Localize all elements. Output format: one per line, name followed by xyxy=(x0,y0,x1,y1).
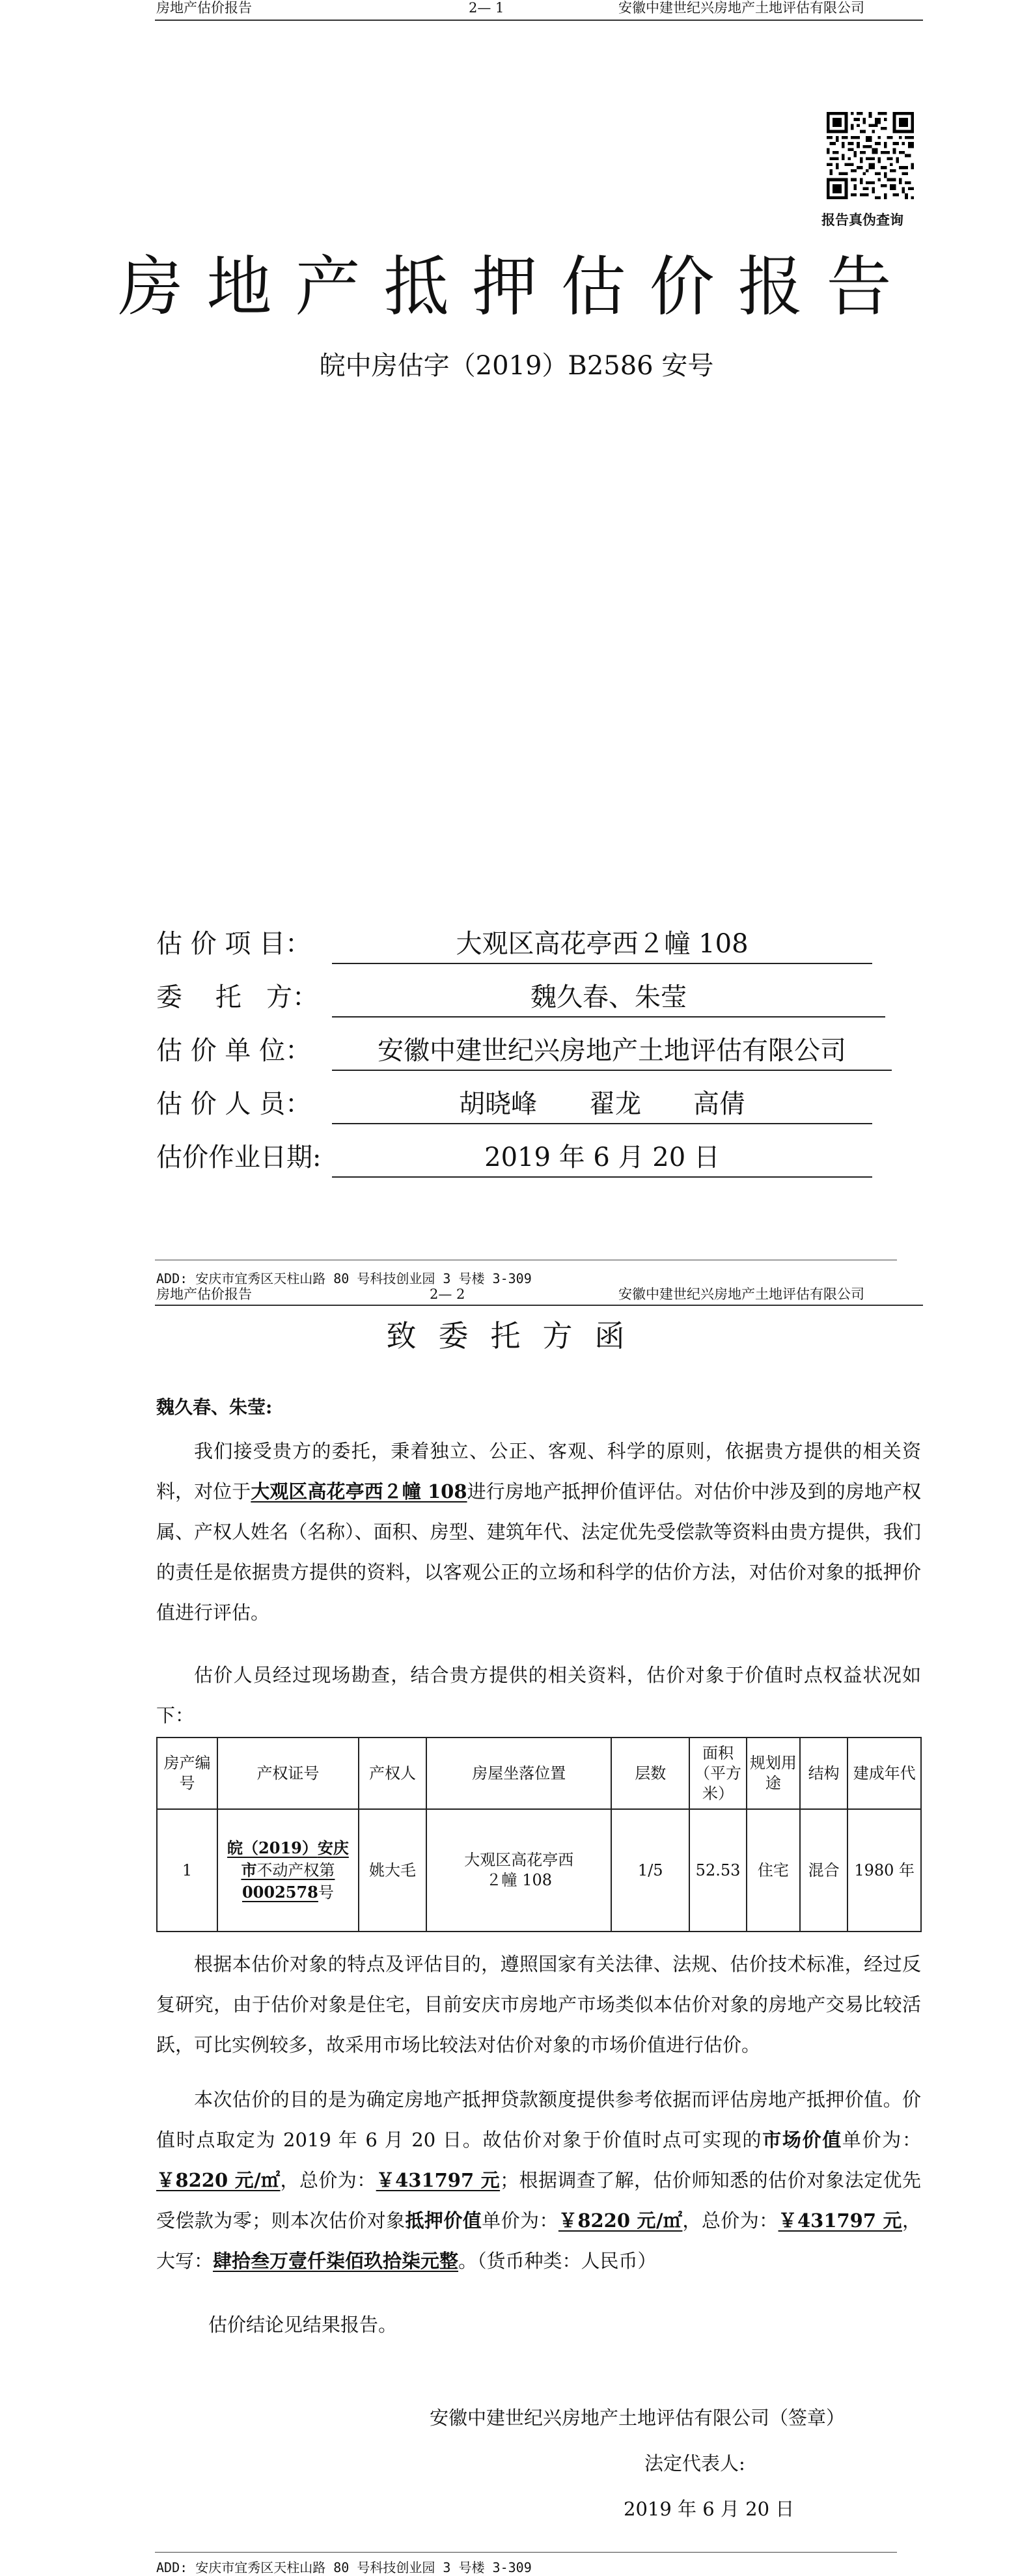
mortgage-total-price: ￥431797 元 xyxy=(778,2209,902,2232)
page1-header-left: 房地产估价报告 xyxy=(156,0,252,16)
paragraph-text: ，总价为： xyxy=(280,2169,376,2191)
info-value-project: 大观区高花亭西２幢 108 xyxy=(332,923,872,964)
page2-header-rule xyxy=(155,1305,923,1306)
certificate-part: 安庆市 xyxy=(241,1838,349,1879)
signing-date: 2019 年 6 月 20 日 xyxy=(624,2498,795,2520)
paragraph-text: ；根据调查了解，估价师知悉的估价对象法定优先受偿款为零；则本次估价对象 xyxy=(156,2169,921,2232)
paragraph-survey: 估价人员经过现场勘查，结合贵方提供的相关资料，估价对象于价值时点权益状况如下： xyxy=(156,1664,921,1726)
report-title: 房地产抵押估价报告 xyxy=(118,249,915,325)
page2-header-page-number: 2— 2 xyxy=(430,1286,465,1302)
table-header: 面积（平方米） xyxy=(689,1738,747,1809)
paragraph-text: 单价为： xyxy=(482,2209,558,2232)
info-value-date: 2019 年 6 月 20 日 xyxy=(332,1137,872,1178)
info-value-appraiser-company: 安徽中建世纪兴房地产土地评估有限公司 xyxy=(332,1030,892,1071)
table-header: 结构 xyxy=(800,1738,848,1809)
market-unit-price: ￥8220 元/㎡ xyxy=(156,2169,281,2191)
table-header: 房产编号 xyxy=(157,1738,217,1809)
info-label-appraiser-company: 估 价 单 位： xyxy=(156,1036,312,1066)
certificate-part: 号 xyxy=(318,1883,334,1902)
table-header: 产权证号 xyxy=(217,1738,359,1809)
table-header: 建成年代 xyxy=(847,1738,921,1809)
paragraph-text: 。（货币种类：人民币） xyxy=(458,2250,657,2272)
table-header: 房屋坐落位置 xyxy=(426,1738,611,1809)
table-cell-owner: 姚大毛 xyxy=(359,1809,426,1932)
table-cell-certificate xyxy=(217,1809,359,1932)
page1-footer-address: ADD: 安庆市宜秀区天柱山路 80 号科技创业园 3 号楼 3-309 xyxy=(156,1271,532,1286)
certificate-part: 皖（2019） xyxy=(227,1838,318,1857)
paragraph-see-report: 估价结论见结果报告。 xyxy=(208,2314,398,2336)
info-label-date: 估价作业日期: xyxy=(156,1143,322,1172)
page1-header-rule xyxy=(155,20,923,21)
table-cell-location: 大观区高花亭西２幢 108 xyxy=(426,1809,611,1932)
qr-code-label: 报告真伪查询 xyxy=(821,212,903,228)
page2-header-left: 房地产估价报告 xyxy=(156,1286,252,1302)
paragraph-text: ，总价为： xyxy=(682,2209,778,2232)
paragraph-text: 我们接受贵方的委托，秉着独立、公正、客观、科学的原则，依据贵方提供的相关资料，对位于 xyxy=(156,1440,921,1503)
market-total-price: ￥431797 元 xyxy=(376,2169,501,2191)
table-cell-structure: 混合 xyxy=(800,1809,848,1932)
letter-salutation: 魏久春、朱莹: xyxy=(156,1396,273,1418)
paragraph-entrustment xyxy=(156,1431,921,1633)
table-cell-year: 1980 年 xyxy=(847,1809,921,1932)
paragraph-text: ，大写： xyxy=(156,2209,921,2272)
info-value-appraisers: 胡晓峰 翟龙 高倩 xyxy=(332,1083,872,1124)
certificate-part: 不动产权第 xyxy=(256,1861,335,1879)
page1-header-page-number: 2— 1 xyxy=(469,0,504,16)
info-label-client: 委 托 方： xyxy=(156,982,319,1012)
paragraph-text: 单价为： xyxy=(842,2129,921,2151)
page2-footer-rule xyxy=(155,2552,897,2553)
property-table xyxy=(156,1737,922,1932)
table-cell-floors: 1/5 xyxy=(611,1809,689,1932)
table-header: 层数 xyxy=(611,1738,689,1809)
certificate-part: 0002578 xyxy=(241,1883,318,1902)
table-cell-area: 52.53 xyxy=(689,1809,747,1932)
table-header: 产权人 xyxy=(359,1738,426,1809)
paragraph-conclusion xyxy=(156,2079,921,2281)
info-label-appraisers: 估 价 人 员： xyxy=(156,1089,312,1119)
paragraph-text: 本次估价的目的是为确定房地产抵押贷款额度提供参考依据而评估房地产抵押价值。价值时点取定为 2019 年 6 月 20 日。故估价对象于价值时点可实现的 xyxy=(156,2088,921,2151)
mortgage-value-label: 抵押价值 xyxy=(405,2209,482,2232)
total-price-in-words: 肆拾叁万壹仟柒佰玖拾柒元整 xyxy=(213,2250,459,2272)
letter-title: 致委托方函 xyxy=(386,1318,647,1353)
paragraph-method: 根据本估价对象的特点及评估目的，遵照国家有关法律、法规、估价技术标准，经过反复研究，由于估价对象是住宅，目前安庆市房地产市场类似本估价对象的房地产交易比较活跃，可比实例较多，故采用市场比较法对估价对象的市场价值进行估价。 xyxy=(156,1953,921,2056)
page2-header-right: 安徽中建世纪兴房地产土地评估有限公司 xyxy=(618,1286,864,1302)
table-header-row xyxy=(157,1738,921,1809)
page2-footer-address: ADD: 安庆市宜秀区天柱山路 80 号科技创业园 3 号楼 3-309 xyxy=(156,2560,532,2575)
table-header: 规划用途 xyxy=(747,1738,800,1809)
table-cell-number: 1 xyxy=(157,1809,217,1932)
legal-representative-label: 法定代表人: xyxy=(644,2452,745,2474)
qr-code-icon xyxy=(827,112,914,199)
table-cell-use: 住宅 xyxy=(747,1809,800,1932)
mortgage-unit-price: ￥8220 元/㎡ xyxy=(558,2209,683,2232)
info-label-project: 估 价 项 目： xyxy=(156,929,312,959)
info-value-client: 魏久春、朱莹 xyxy=(332,976,885,1018)
property-location-highlight: 大观区高花亭西２幢 108 xyxy=(251,1480,467,1503)
table-row xyxy=(157,1809,921,1932)
market-value-label: 市场价值 xyxy=(762,2129,842,2151)
paragraph-text: 进行房地产抵押价值评估。对估价中涉及到的房地产权属、产权人姓名（名称）、面积、房型、建筑年代、法定优先受偿款等资料由贵方提供，我们的责任是依据贵方提供的资料，以客观公正的立场和科学的估价方法，对估价对象的抵押价值进行评估。 xyxy=(156,1480,921,1624)
page1-header-right: 安徽中建世纪兴房地产土地评估有限公司 xyxy=(618,0,864,16)
signing-company: 安徽中建世纪兴房地产土地评估有限公司（签章） xyxy=(430,2407,846,2429)
report-number: 皖中房估字（2019）B2586 安号 xyxy=(319,351,714,381)
